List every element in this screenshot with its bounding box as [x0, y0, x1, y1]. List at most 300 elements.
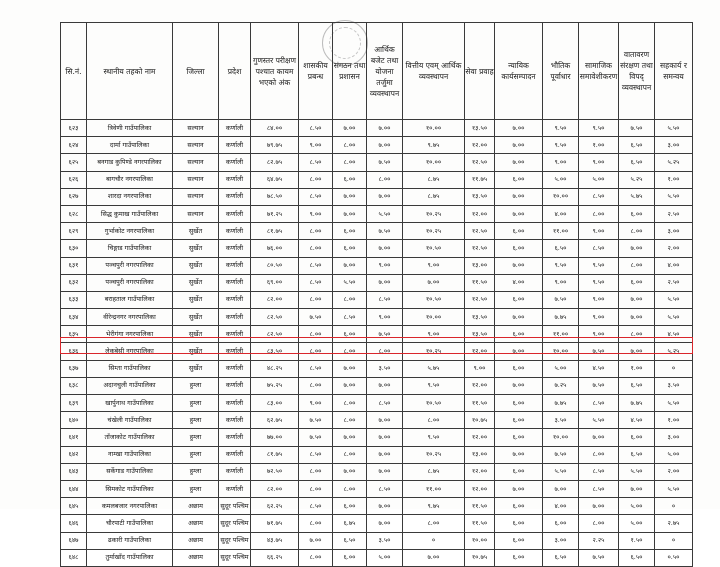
table-cell: ८.०० — [403, 412, 465, 429]
table-cell: १२.५० — [465, 291, 495, 308]
table-cell: ५.०० — [655, 446, 693, 463]
table-cell: ६.०० — [495, 549, 543, 566]
table-cell: अछाम — [173, 515, 219, 532]
table-cell: ९.०० — [579, 291, 619, 308]
table-cell: ५.५० — [655, 395, 693, 412]
table-cell: ७५.२५ — [251, 377, 299, 394]
table-cell: ८.०० — [299, 171, 333, 188]
table-cell: ६३१ — [61, 257, 87, 274]
table-cell: ८.०० — [299, 326, 333, 343]
table-cell: कर्णाली — [219, 240, 251, 257]
table-cell: सुर्खेत — [173, 360, 219, 377]
table-cell: हुम्ला — [173, 446, 219, 463]
table-cell: १२.०० — [465, 480, 495, 497]
table-cell: ७.०० — [367, 240, 403, 257]
table-cell: ११.५० — [465, 498, 495, 515]
table-cell: ६२.२५ — [251, 498, 299, 515]
table-cell: ६.०० — [495, 532, 543, 549]
table-cell: ७.७५ — [619, 395, 655, 412]
table-cell: ४.५० — [579, 360, 619, 377]
table-cell: ११.०० — [543, 223, 579, 240]
table-cell: ६२७ — [61, 188, 87, 205]
table-row — [61, 137, 693, 154]
table-cell: ७.०० — [495, 446, 543, 463]
table-cell: १०.०० — [403, 154, 465, 171]
table-cell: कर्णाली — [219, 412, 251, 429]
table-cell: ८.०० — [619, 223, 655, 240]
table-cell: सुदूर पश्चिम — [219, 498, 251, 515]
table-cell: ८.०० — [299, 463, 333, 480]
municipality-name-cell: सिद्ध कुमाख गाउँपालिका — [87, 205, 173, 222]
table-cell: ७.०० — [333, 377, 367, 394]
table-cell: सल्यान — [173, 137, 219, 154]
table-cell: ६३४ — [61, 309, 87, 326]
table-cell: ३.०० — [655, 429, 693, 446]
table-cell: ८.०० — [579, 515, 619, 532]
table-cell: ७.०० — [619, 480, 655, 497]
table-cell: ८.०० — [299, 377, 333, 394]
table-row — [61, 205, 693, 222]
table-cell: ६२६ — [61, 171, 87, 188]
table-cell: ४.५० — [655, 326, 693, 343]
table-cell: ७.०० — [367, 188, 403, 205]
table-cell: ८.०० — [333, 412, 367, 429]
column-header: गुणस्तर परीक्षण पश्चात कायम भएको अंक — [251, 23, 299, 120]
table-cell: ८.७५ — [403, 171, 465, 188]
table-cell: ७.५० — [299, 309, 333, 326]
municipality-name-cell: गुर्भाकोट नगरपालिका — [87, 223, 173, 240]
column-header: सामाजिक समावेशीकरण — [579, 23, 619, 120]
table-cell: ८.५० — [299, 498, 333, 515]
table-cell: ८.५० — [579, 395, 619, 412]
table-cell: ५.०० — [619, 498, 655, 515]
table-cell: ६९.०० — [251, 274, 299, 291]
municipality-name-cell: दार्मा गाउँपालिका — [87, 137, 173, 154]
table-cell: ९.५० — [543, 137, 579, 154]
column-header: सहकार्य र समन्वय — [655, 23, 693, 120]
table-cell: ५.५० — [333, 274, 367, 291]
table-row — [61, 360, 693, 377]
table-cell: ९.०० — [403, 326, 465, 343]
table-cell: ७.०० — [619, 309, 655, 326]
municipality-name-cell: पञ्चपुरी नगरपालिका — [87, 274, 173, 291]
table-cell: ९.७५ — [403, 498, 465, 515]
table-row — [61, 532, 693, 549]
table-cell: ७.५० — [367, 326, 403, 343]
table-cell: ६.५० — [619, 549, 655, 566]
table-cell: ८.०० — [333, 154, 367, 171]
column-header: संगठन तथा प्रशासन — [333, 23, 367, 120]
table-cell: १३.५० — [465, 326, 495, 343]
table-cell: ९.०० — [465, 360, 495, 377]
table-row — [61, 498, 693, 515]
column-header: स्थानीय तहको नाम — [87, 23, 173, 120]
table-cell: सुदूर पश्चिम — [219, 549, 251, 566]
table-cell: ९.०० — [579, 154, 619, 171]
table-cell: ५.५० — [579, 412, 619, 429]
table-cell: १.०० — [579, 137, 619, 154]
table-cell: ६४० — [61, 412, 87, 429]
table-cell: ८.०० — [333, 395, 367, 412]
table-cell: ६.०० — [543, 515, 579, 532]
table-cell: १०.२५ — [403, 446, 465, 463]
table-row — [61, 120, 693, 137]
table-row — [61, 291, 693, 308]
table-cell: ६३० — [61, 240, 87, 257]
table-cell: १०.०० — [543, 429, 579, 446]
table-cell: ४.०० — [543, 498, 579, 515]
table-cell: ७.०० — [495, 309, 543, 326]
table-cell: ६.०० — [495, 223, 543, 240]
table-cell: ९.५० — [543, 120, 579, 137]
table-cell: ६.५० — [543, 240, 579, 257]
table-cell: ६३७ — [61, 360, 87, 377]
table-cell: कर्णाली — [219, 171, 251, 188]
municipality-name-cell: नाम्खा गाउँपालिका — [87, 446, 173, 463]
municipality-name-cell: सिमकोट गाउँपालिका — [87, 480, 173, 497]
table-row — [61, 171, 693, 188]
table-cell: ६.५० — [543, 549, 579, 566]
table-row — [61, 326, 693, 343]
table-cell: ६२३ — [61, 120, 87, 137]
municipality-name-cell: चौरपाटी गाउँपालिका — [87, 515, 173, 532]
table-row — [61, 274, 693, 291]
table-cell: ७.७५ — [543, 309, 579, 326]
table-cell: ६४८ — [61, 549, 87, 566]
table-cell: ९.०० — [299, 395, 333, 412]
table-cell: ६.५० — [619, 154, 655, 171]
table-cell: सुर्खेत — [173, 257, 219, 274]
table-cell: ६.०० — [333, 498, 367, 515]
table-cell: १०.५० — [403, 240, 465, 257]
table-cell: ७.०० — [495, 120, 543, 137]
table-cell: ११.५० — [465, 515, 495, 532]
table-cell: ३.५० — [367, 360, 403, 377]
table-cell: कर्णाली — [219, 188, 251, 205]
table-cell: ७.०० — [495, 188, 543, 205]
table-cell: सुर्खेत — [173, 240, 219, 257]
table-cell: ७.५० — [543, 446, 579, 463]
table-cell: ९.०० — [299, 205, 333, 222]
table-cell: कर्णाली — [219, 480, 251, 497]
table-cell: कर्णाली — [219, 326, 251, 343]
table-cell: २.५० — [655, 274, 693, 291]
table-cell: १२.०० — [465, 377, 495, 394]
table-cell: ७.०० — [333, 188, 367, 205]
table-cell: ६४४ — [61, 480, 87, 497]
table-cell: ६.०० — [619, 205, 655, 222]
table-cell: ६४३ — [61, 463, 87, 480]
table-cell: १०.०० — [465, 532, 495, 549]
table-cell: सल्यान — [173, 171, 219, 188]
municipality-name-cell: अदानचुली गाउँपालिका — [87, 377, 173, 394]
table-cell: ३.०० — [655, 137, 693, 154]
table-cell: ६.५० — [619, 377, 655, 394]
table-cell: ७.०० — [403, 549, 465, 566]
table-cell: ६.५० — [619, 446, 655, 463]
table-cell: सुदूर पश्चिम — [219, 532, 251, 549]
table-cell: ९.०० — [299, 137, 333, 154]
table-cell: १३.५० — [465, 188, 495, 205]
table-row — [61, 240, 693, 257]
table-cell: १३.५० — [465, 309, 495, 326]
table-cell: ६.०० — [495, 326, 543, 343]
table-cell: ७.०० — [367, 429, 403, 446]
municipality-name-cell: चिङ्गाड गाउँपालिका — [87, 240, 173, 257]
table-cell: ५.२५ — [655, 343, 693, 360]
table-cell: ९.५० — [403, 429, 465, 446]
table-cell: १२.०० — [465, 137, 495, 154]
table-cell: ८.५० — [367, 480, 403, 497]
table-body — [61, 120, 693, 567]
table-cell: ७.०० — [579, 429, 619, 446]
table-row — [61, 223, 693, 240]
table-cell: ५.२५ — [619, 171, 655, 188]
table-cell: ३.५० — [367, 532, 403, 549]
table-cell: सुर्खेत — [173, 343, 219, 360]
table-cell: ६.५० — [619, 137, 655, 154]
table-cell: ७.०० — [367, 446, 403, 463]
column-header: सि.नं. — [61, 23, 87, 120]
table-cell: ४.०० — [543, 205, 579, 222]
table-cell: ६३८ — [61, 377, 87, 394]
table-cell: ७.०० — [495, 343, 543, 360]
table-cell: ८.५० — [299, 360, 333, 377]
table-cell: २.०० — [655, 463, 693, 480]
table-cell: २.२५ — [579, 532, 619, 549]
table-cell: ८२.५० — [251, 309, 299, 326]
table-cell: ११.०० — [403, 480, 465, 497]
table-cell: ७१.२५ — [251, 205, 299, 222]
municipality-name-cell: बराहताल गाउँपालिका — [87, 291, 173, 308]
table-cell: ७.०० — [619, 291, 655, 308]
table-cell: ० — [655, 532, 693, 549]
table-cell: १२.५० — [465, 154, 495, 171]
table-cell: ७.२५ — [543, 377, 579, 394]
table-cell: १०.५० — [403, 395, 465, 412]
table-cell: ६२५ — [61, 154, 87, 171]
table-cell: ८४.०० — [251, 120, 299, 137]
table-cell: कर्णाली — [219, 223, 251, 240]
table-row — [61, 377, 693, 394]
table-cell: ८.०० — [367, 171, 403, 188]
table-cell: ७७.०० — [251, 429, 299, 446]
table-cell: ७.०० — [619, 240, 655, 257]
table-cell: १.०० — [655, 412, 693, 429]
table-cell: ७.०० — [579, 498, 619, 515]
table-cell: ७.०० — [367, 412, 403, 429]
table-cell: ६६.२५ — [251, 549, 299, 566]
table-cell: ८.०० — [367, 343, 403, 360]
table-cell: ६.०० — [495, 515, 543, 532]
table-cell: ७.०० — [333, 205, 367, 222]
table-cell: ८.०० — [299, 240, 333, 257]
table-cell: ६४७ — [61, 532, 87, 549]
table-cell: १०.०० — [543, 343, 579, 360]
table-cell: ७.०० — [619, 343, 655, 360]
table-cell: ६४६ — [61, 515, 87, 532]
table-cell: १.०० — [619, 360, 655, 377]
table-cell: ८.०० — [579, 205, 619, 222]
municipality-score-table — [60, 22, 693, 567]
table-cell: सुर्खेत — [173, 309, 219, 326]
municipality-name-cell: बनगाड कुपिण्डे नगरपालिका — [87, 154, 173, 171]
table-cell: ९.०० — [543, 274, 579, 291]
table-cell: ८.०० — [333, 480, 367, 497]
table-cell: ७.०० — [367, 498, 403, 515]
table-cell: ५.०० — [543, 360, 579, 377]
table-cell: कर्णाली — [219, 446, 251, 463]
table-cell: कर्णाली — [219, 377, 251, 394]
municipality-name-cell: सिम्ता गाउँपालिका — [87, 360, 173, 377]
table-cell: कर्णाली — [219, 205, 251, 222]
table-cell: ० — [655, 360, 693, 377]
table-cell: कर्णाली — [219, 137, 251, 154]
municipality-name-cell: शारदा नगरपालिका — [87, 188, 173, 205]
table-cell: ६.०० — [495, 498, 543, 515]
table-cell: कर्णाली — [219, 343, 251, 360]
table-cell: ८.०० — [333, 291, 367, 308]
table-cell: ७.०० — [367, 377, 403, 394]
table-cell: ५.५० — [367, 205, 403, 222]
municipality-name-cell: लेकबेसी नगरपालिका — [87, 343, 173, 360]
table-cell: ५.०० — [579, 171, 619, 188]
table-row — [61, 395, 693, 412]
table-cell: ६२९ — [61, 223, 87, 240]
municipality-name-cell: तुर्माखाँद गाउँपालिका — [87, 549, 173, 566]
table-cell: ९.०० — [579, 309, 619, 326]
table-cell: १०.७५ — [465, 549, 495, 566]
table-cell: ७.५० — [579, 377, 619, 394]
table-cell: ७.०० — [495, 154, 543, 171]
table-cell: ५.०० — [367, 549, 403, 566]
table-cell: ९.५० — [579, 257, 619, 274]
municipality-name-cell: ताँजाकोट गाउँपालिका — [87, 429, 173, 446]
table-row — [61, 188, 693, 205]
table-cell: ९.७५ — [403, 137, 465, 154]
table-cell: ८.५० — [579, 188, 619, 205]
table-cell: २.५० — [655, 205, 693, 222]
table-cell: ५.५० — [655, 120, 693, 137]
table-cell: ८.०० — [333, 446, 367, 463]
table-cell: ९.०० — [543, 154, 579, 171]
table-cell: ४८.२५ — [251, 360, 299, 377]
table-cell: कर्णाली — [219, 395, 251, 412]
table-cell: ८३.०० — [251, 395, 299, 412]
table-cell: ४.०० — [495, 274, 543, 291]
table-cell: ५.०० — [619, 515, 655, 532]
table-row — [61, 515, 693, 532]
table-cell: ७.५० — [579, 343, 619, 360]
table-cell: ६.०० — [495, 463, 543, 480]
table-cell: हुम्ला — [173, 480, 219, 497]
table-row — [61, 257, 693, 274]
table-cell: १०.५० — [403, 291, 465, 308]
municipality-name-cell: चंखेली गाउँपालिका — [87, 412, 173, 429]
table-cell: सुर्खेत — [173, 223, 219, 240]
table-cell: ८०.५० — [251, 257, 299, 274]
table-cell: ५.०० — [543, 171, 579, 188]
table-cell: ९.०० — [579, 326, 619, 343]
table-cell: ७.०० — [495, 257, 543, 274]
table-cell: १२.०० — [465, 429, 495, 446]
table-cell: ३.५० — [543, 412, 579, 429]
table-cell: ६३९ — [61, 395, 87, 412]
table-row — [61, 480, 693, 497]
table-row — [61, 446, 693, 463]
table-cell: ७९.७५ — [251, 137, 299, 154]
table-cell: ५.७५ — [619, 188, 655, 205]
table-cell: ७.०० — [367, 515, 403, 532]
table-cell: ६२८ — [61, 205, 87, 222]
table-cell: ५.२५ — [655, 154, 693, 171]
table-cell: ७.०० — [543, 480, 579, 497]
table-cell: ७.५० — [367, 223, 403, 240]
table-cell: ६३६ — [61, 343, 87, 360]
table-cell: ८.५० — [579, 480, 619, 497]
table-cell: ८२.०० — [251, 291, 299, 308]
table-cell: ७.५० — [299, 412, 333, 429]
table-cell: सुर्खेत — [173, 274, 219, 291]
table-cell: ६.०० — [333, 240, 367, 257]
table-cell: ३.०० — [543, 532, 579, 549]
table-cell: ७.०० — [333, 429, 367, 446]
table-cell: ८.७५ — [403, 463, 465, 480]
table-cell: ६.०० — [495, 240, 543, 257]
table-cell: ८.५० — [299, 274, 333, 291]
table-cell: कर्णाली — [219, 360, 251, 377]
municipality-name-cell: ढकारी गाउँपालिका — [87, 532, 173, 549]
table-cell: १२.५० — [465, 223, 495, 240]
table-cell: ५.५० — [655, 188, 693, 205]
table-cell: ८.०० — [299, 515, 333, 532]
column-header: शासकीय प्रबन्ध — [299, 23, 333, 120]
table-cell: ८.०० — [333, 343, 367, 360]
table-cell: ०.५० — [655, 549, 693, 566]
municipality-name-cell: बागचौर नगरपालिका — [87, 171, 173, 188]
table-cell: ७.०० — [333, 120, 367, 137]
table-cell: ८.५० — [579, 240, 619, 257]
table-cell: ६.०० — [333, 326, 367, 343]
table-cell: अछाम — [173, 549, 219, 566]
table-cell: १३.०० — [465, 257, 495, 274]
table-cell: ७.५० — [619, 120, 655, 137]
table-cell: ८२.५० — [251, 326, 299, 343]
table-cell: २.७५ — [655, 515, 693, 532]
table-cell: ६.०० — [333, 171, 367, 188]
table-cell: ९.०० — [403, 257, 465, 274]
table-cell: ८२.७५ — [251, 154, 299, 171]
table-cell: ७८.५० — [251, 188, 299, 205]
table-cell: ८.५० — [299, 446, 333, 463]
column-header: जिल्ला — [173, 23, 219, 120]
table-cell: ६.०० — [333, 549, 367, 566]
municipality-name-cell: कमलबजार नगरपालिका — [87, 498, 173, 515]
table-cell: १०.०० — [543, 188, 579, 205]
table-cell: ८.७५ — [403, 188, 465, 205]
table-cell: ६३२ — [61, 274, 87, 291]
table-cell: १०.२५ — [403, 223, 465, 240]
table-header-row — [61, 23, 693, 120]
table-cell: ९.५० — [403, 377, 465, 394]
table-cell: ५.५० — [619, 463, 655, 480]
table-cell: ९.०० — [579, 223, 619, 240]
table-cell: कर्णाली — [219, 154, 251, 171]
table-cell: १२.०० — [465, 463, 495, 480]
table-cell: ३.५० — [655, 377, 693, 394]
table-cell: ७.०० — [299, 532, 333, 549]
table-cell: ४३.७५ — [251, 532, 299, 549]
